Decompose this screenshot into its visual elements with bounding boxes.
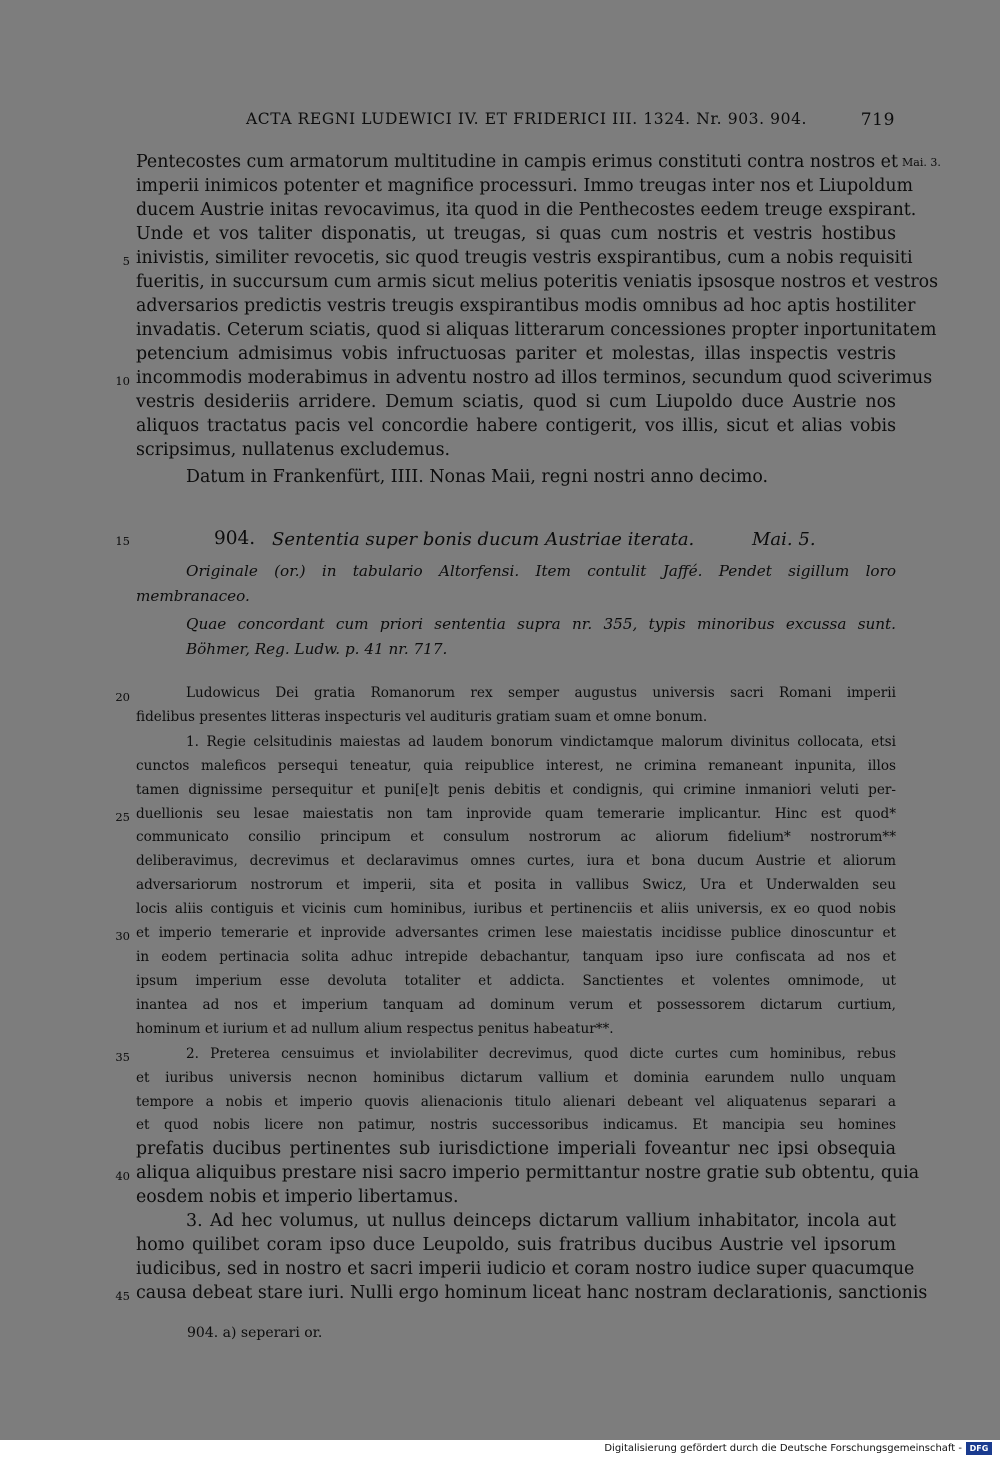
edition-note: Böhmer, Reg. Ludw. p. 41 nr. 717. <box>186 640 448 658</box>
text-line: communicato consilio principum et consulum nostrorum ac aliorum fidelium* nostrorum** <box>136 829 896 845</box>
line-number: 40 <box>115 1169 130 1183</box>
line-number: 45 <box>115 1289 130 1303</box>
text-line: incommodis moderabimus in adventu nostro ad illos terminos, secundum quod sciverimus <box>136 368 933 388</box>
text-line: duellionis seu lesae maiestatis non tam inprovide quam temerarie implicantur. Hinc est quod* <box>136 806 896 822</box>
text-line: inantea ad nos et imperium tanquam ad dominum verum et possessorem dictarum curtium, <box>136 997 896 1013</box>
text-line: fueritis, in succursum cum armis sicut melius poteritis veniatis ipsosque nostros et vestros <box>136 272 939 292</box>
line-number: 25 <box>115 810 130 824</box>
dfg-logo[interactable]: DFG <box>966 1442 992 1455</box>
text-line: adversarios predictis vestris treugis exspirantibus modis omnibus ad hoc aptis hostiliter <box>136 296 916 316</box>
text-line: et iuribus universis necnon hominibus dictarum vallium et dominia earundem nullo unquam <box>136 1070 896 1086</box>
text-line: in eodem pertinacia solita adhuc intrepide debachantur, tanquam ipso iure confiscata ad nos et <box>136 949 896 965</box>
page-number: 719 <box>860 110 895 130</box>
text-line: locis aliis contiguis et vicinis cum hominibus, iuribus et pertinenciis et aliis universis, ex eo quod nobis <box>136 901 896 917</box>
line-number: 10 <box>115 374 130 388</box>
text-line: Unde et vos taliter disponatis, ut treugas, si quas cum nostris et vestris hostibus <box>136 224 896 244</box>
margin-date-note: Mai. 3. <box>902 156 941 169</box>
text-line: aliquos tractatus pacis vel concordie habere contigerit, vos illis, sicut et alias vobis <box>136 416 896 436</box>
text-line: imperii inimicos potenter et magnifice processuri. Immo treugas inter nos et Liupoldum <box>136 176 914 196</box>
source-note: Originale (or.) in tabulario Altorfensi. Item contulit Jaffé. Pendet sigillum loro <box>186 562 896 580</box>
text-line: hominum et iurium et ad nullum alium respectus penitus habeatur**. <box>136 1021 614 1037</box>
text-line: petencium admisimus vobis infructuosas pariter et molestas, illas inspectis vestris <box>136 344 896 364</box>
line-number: 20 <box>115 690 130 704</box>
text-line: aliqua aliquibus prestare nisi sacro imperio permittantur nostre gratie sub obtentu, quia <box>136 1163 920 1183</box>
text-line: Pentecostes cum armatorum multitudine in campis erimus constituti contra nostros et <box>136 152 898 172</box>
text-line: 1. Regie celsitudinis maiestas ad laudem bonorum vindictamque malorum divinitus collocata, etsi <box>186 734 896 750</box>
text-line: deliberavimus, decrevimus et declaravimus omnes curtes, iura et bona ducum Austrie et aliorum <box>136 853 896 869</box>
text-line: homo quilibet coram ipso duce Leupoldo, suis fratribus ducibus Austrie vel ipsorum <box>136 1235 896 1255</box>
text-line: et imperio temerarie et inprovide adversantes crimen lese maiestatis incidisse publice dinoscuntur et <box>136 925 896 941</box>
text-line: adversariorum nostrorum et imperii, sita et posita in vallibus Swicz, Ura et Underwalden seu <box>136 877 896 893</box>
line-number: 30 <box>115 929 130 943</box>
text-line: prefatis ducibus pertinentes sub iurisdictione imperiali foveantur nec ipsi obsequia <box>136 1139 896 1159</box>
text-line: vestris desideriis arridere. Demum sciatis, quod si cum Liupoldo duce Austrie nos <box>136 392 896 412</box>
doc-number: 904. <box>214 528 256 549</box>
text-line: et quod nobis licere non patimur, nostris successoribus indicamus. Et mancipia seu homines <box>136 1117 896 1133</box>
footnote: 904. a) seperari or. <box>187 1325 323 1341</box>
line-number: 5 <box>122 254 130 268</box>
source-note: membranaceo. <box>136 587 250 605</box>
text-line: cunctos maleficos persequi teneatur, quia reipublice interest, ne crimina remaneant inpunita, illos <box>136 758 896 774</box>
text-line: 3. Ad hec volumus, ut nullus deinceps dictarum vallium inhabitator, incola aut <box>186 1211 896 1231</box>
text-line: 2. Preterea censuimus et inviolabiliter decrevimus, quod dicte curtes cum hominibus, rebus <box>186 1046 896 1062</box>
text-line: causa debeat stare iuri. Nulli ergo hominum liceat hanc nostram declarationis, sanctionis <box>136 1283 928 1303</box>
text-line: tempore a nobis et imperio quovis alienacionis titulo alienari debeant vel aliquatenus separari a <box>136 1094 896 1110</box>
datum-line: Datum in Frankenfürt, IIII. Nonas Maii, regni nostri anno decimo. <box>186 467 769 487</box>
text-line: inivistis, similiter revocetis, sic quod treugis vestris exspirantibus, cum a nobis requisiti <box>136 248 913 268</box>
text-line: scripsimus, nullatenus excludemus. <box>136 440 451 460</box>
text-line: invadatis. Ceterum sciatis, quod si aliquas litterarum concessiones propter inportunitatem <box>136 320 937 340</box>
running-header: ACTA REGNI LUDEWICI IV. ET FRIDERICI III. 1324. Nr. 903. 904. <box>246 110 808 128</box>
funding-note: Digitalisierung gefördert durch die Deutsche Forschungsgemeinschaft - <box>604 1443 962 1454</box>
doc-title: Sententia super bonis ducum Austriae iterata. <box>272 529 695 550</box>
text-line: ducem Austrie initas revocavimus, ita quod in die Penthecostes eedem treuge exspirant. <box>136 200 917 220</box>
doc-date: Mai. 5. <box>752 529 816 550</box>
digitization-footer <box>0 1440 1000 1459</box>
text-line: eosdem nobis et imperio libertamus. <box>136 1187 459 1207</box>
text-line: Ludowicus Dei gratia Romanorum rex semper augustus universis sacri Romani imperii <box>186 685 896 701</box>
text-line: tamen dignissime persequitur et puni[e]t penis debitis et condignis, qui crimine inmaniori veluti per- <box>136 782 896 798</box>
line-number: 35 <box>115 1050 130 1064</box>
edition-note: Quae concordant cum priori sententia supra nr. 355, typis minoribus excussa sunt. <box>186 615 896 633</box>
text-line: iudicibus, sed in nostro et sacri imperii iudicio et coram nostro iudice super quacumque <box>136 1259 915 1279</box>
line-number: 15 <box>115 534 130 548</box>
text-line: fidelibus presentes litteras inspecturis vel audituris gratiam suam et omne bonum. <box>136 709 708 725</box>
text-line: ipsum imperium esse devoluta totaliter et addicta. Sanctientes et volentes omnimode, ut <box>136 973 896 989</box>
